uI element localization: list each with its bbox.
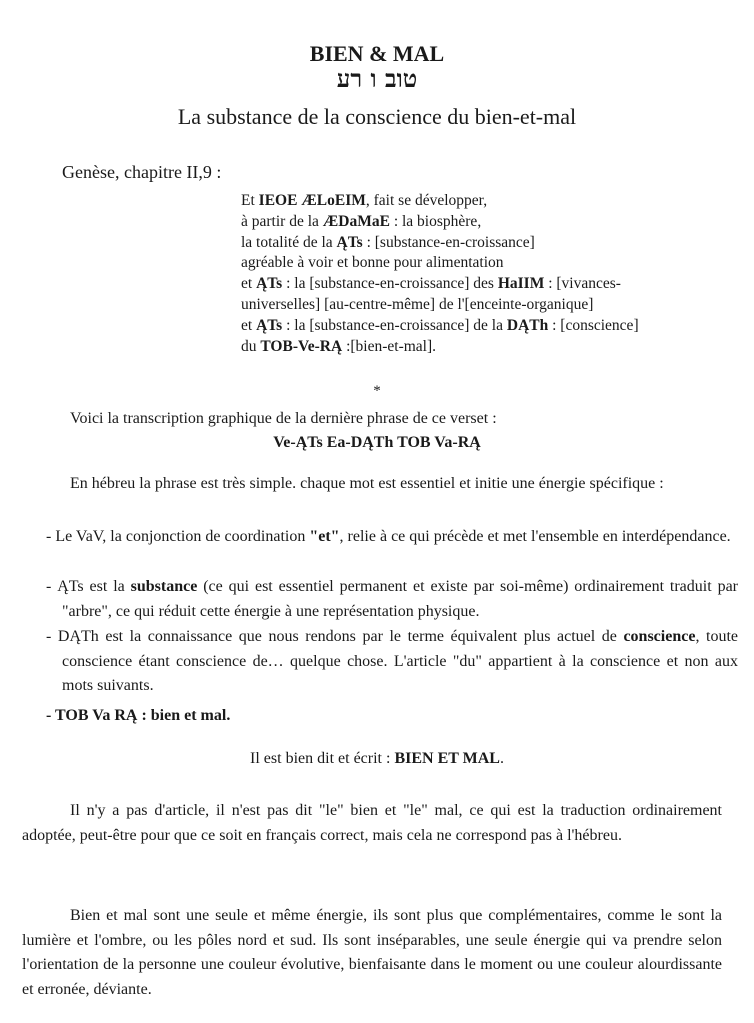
text: du [241, 337, 261, 355]
verse-block [241, 191, 721, 357]
verse-line: agréable à voir et bonne pour alimentation [241, 254, 504, 272]
text: la totalité de la [241, 233, 337, 251]
term: ÆDaMaE [322, 212, 390, 230]
bullet-ats [46, 575, 738, 624]
text: Et [241, 192, 259, 209]
emphasis: BIEN ET MAL [394, 750, 500, 767]
text: , fait se développer, [365, 192, 488, 209]
text: (ce qui est essentiel permanent et existe par soi-même) ordinairement traduit par "arbre", ce qui réduit cette énergie à une représentation physique. [62, 578, 738, 620]
term: ĄTs [256, 275, 283, 293]
divine-name: IEOE ÆLoEIM [258, 192, 366, 209]
centered-statement [0, 750, 754, 768]
verse-line [241, 316, 721, 337]
bullet-dath [46, 625, 738, 699]
verse-line [241, 274, 721, 295]
verse-line [241, 233, 721, 254]
verse-line [241, 191, 721, 212]
text: - ĄTs est la [46, 578, 131, 595]
text: , toute conscience étant conscience de… quelque chose. L'article "du" appartient à la conscience et non aux mots suivants. [62, 628, 738, 694]
intro-line: Voici la transcription graphique de la dernière phrase de ce verset : [70, 410, 497, 427]
paragraph-1: En hébreu la phrase est très simple. chaque mot est essentiel et initie une énergie spécifique : [70, 475, 664, 492]
emphasis: "et" [309, 528, 340, 545]
verse-line [241, 337, 721, 358]
emphasis: conscience [623, 628, 696, 645]
text: : [substance-en-croissance] [362, 233, 535, 251]
text: à partir de la [241, 212, 323, 230]
bullet-tob: - TOB Va RĄ : bien et mal. [46, 707, 231, 724]
verse-line: universelles] [au-centre-même] de l'[enceinte-organique] [241, 295, 594, 313]
term: ĄTs [256, 316, 283, 334]
text: et [241, 316, 257, 334]
bullet-vav [46, 525, 738, 550]
text: : [vivances- [544, 275, 621, 293]
term: DĄTh [506, 316, 549, 334]
paragraph-3: Bien et mal sont une seule et même énergie, ils sont plus que complémentaires, comme le sont la lumière et l'ombre, ou les pôles nord et sud. Ils sont inséparables, une seule énergie qui va prendre selon l'orientation de la personne une couleur évolutive, bienfaisante dans le moment ou une couleur alourdissante et erronée, déviante. [22, 907, 722, 998]
text: - DĄTh est la connaissance que nous rendons par le terme équivalent plus actuel de [46, 628, 624, 645]
page-subtitle: La substance de la conscience du bien-et-mal [177, 104, 577, 129]
paragraph-2: Il n'y a pas d'article, il n'est pas dit "le" bien et "le" mal, ce qui est la traduction ordinairement adoptée, peut-être pour que ce soit en français correct, mais cela ne correspond pas à l'hébreu. [22, 802, 722, 844]
text: , relie à ce qui précède et met l'ensemble en interdépendance. [339, 528, 731, 545]
hebrew-title: טוב ו רע [336, 64, 418, 93]
text: et [241, 275, 257, 293]
separator-asterisk: * [373, 383, 381, 399]
scripture-reference: Genèse, chapitre II,9 : [62, 162, 222, 182]
text: : la [substance-en-croissance] des [282, 275, 498, 293]
term: HaIIM [497, 275, 545, 293]
text: : [conscience] [548, 316, 639, 334]
text: : la [substance-en-croissance] de la [282, 316, 507, 334]
page-title: BIEN & MAL [309, 41, 445, 66]
verse-line [241, 212, 721, 233]
term: ĄTs [336, 233, 363, 251]
text: : la biosphère, [389, 212, 482, 230]
text: Il est bien dit et écrit : [250, 750, 395, 767]
text: :[bien-et-mal]. [342, 337, 437, 355]
text: - Le VaV, la conjonction de coordination [46, 528, 310, 545]
term: TOB-Ve-RĄ [260, 337, 343, 355]
emphasis: substance [130, 578, 198, 595]
transliteration: Ve-ĄTs Ea-DĄTh TOB Va-RĄ [273, 434, 481, 451]
text: . [499, 750, 504, 767]
